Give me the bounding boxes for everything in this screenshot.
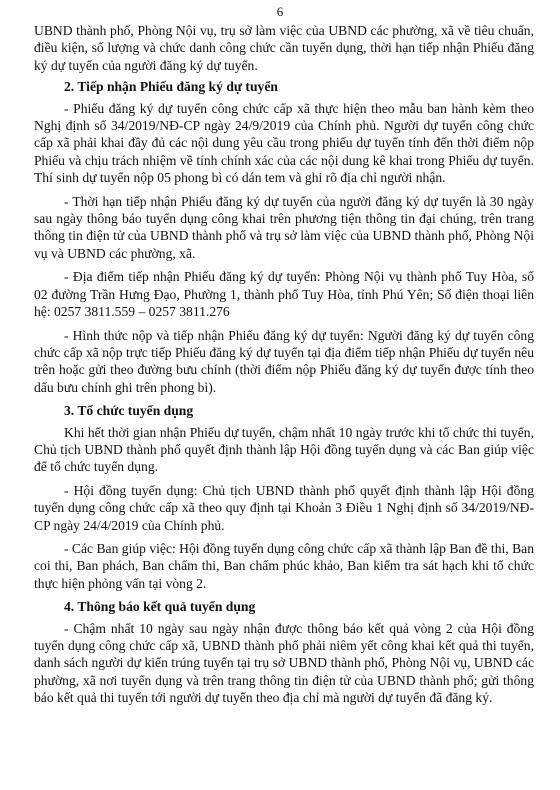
section-3-paragraph-1: Khi hết thời gian nhận Phiếu dự tuyển, chậm nhất 10 ngày trước khi tổ chức thi tuyển, Chủ tịch UBND thành phố quyết định thành lập Hội đồng tuyển dụng và các Ban giúp việc để tổ chức tuyển dụng. xyxy=(34,424,534,475)
section-2-paragraph-2: - Thời hạn tiếp nhận Phiếu đăng ký dự tuyển của người đăng ký dự tuyển là 30 ngày sau ngày thông báo tuyển dụng công khai trên phương tiện thông tin đại chúng, trên trang thông tin điện tử của UBND thành phố và trụ sở làm việc của UBND thành phố, Phòng Nội vụ và UBND các phường, xã. xyxy=(34,193,534,261)
section-3-heading: 3. Tổ chức tuyển dụng xyxy=(64,403,194,419)
section-2-paragraph-3: - Địa điểm tiếp nhận Phiếu đăng ký dự tuyển: Phòng Nội vụ thành phố Tuy Hòa, số 02 đường Trần Hưng Đạo, Phường 1, thành phố Tuy Hòa, tỉnh Phú Yên; Số điện thoại liên hệ: 0257 3811.559 – 0257 3811.276 xyxy=(34,269,534,320)
section-2-heading: 2. Tiếp nhận Phiếu đăng ký dự tuyển xyxy=(64,79,278,95)
section-2-paragraph-4: - Hình thức nộp và tiếp nhận Phiếu đăng ký dự tuyển: Người đăng ký dự tuyển công chức cấp xã nộp trực tiếp Phiếu đăng ký dự tuyển tại địa điểm tiếp nhận Phiếu dự tuyển nêu trên hoặc gửi theo đường bưu chính (thời điểm nộp Phiếu đăng ký dự tuyển được tính theo dấu bưu chính ghi trên phong bì). xyxy=(34,327,534,395)
section-3-paragraph-2: - Hội đồng tuyển dụng: Chủ tịch UBND thành phố quyết định thành lập Hội đồng tuyển dụng công chức cấp xã theo quy định tại Khoản 3 Điều 1 Nghị định số 34/2019/NĐ-CP ngày 24/4/2019 của Chính phủ. xyxy=(34,482,534,533)
page-number: 6 xyxy=(276,4,284,19)
intro-paragraph: UBND thành phố, Phòng Nội vụ, trụ sở làm việc của UBND các phường, xã về tiêu chuẩn, điều kiện, số lượng và chức danh công chức cần tuyển dụng, thời hạn tiếp nhận Phiếu đăng ký dự tuyển của người đăng ký dự tuyển. xyxy=(34,23,534,73)
section-4-heading: 4. Thông báo kết quả tuyển dụng xyxy=(64,599,256,615)
section-3-paragraph-3: - Các Ban giúp việc: Hội đồng tuyển dụng công chức cấp xã thành lập Ban đề thi, Ban coi thi, Ban phách, Ban chấm thi, Ban chấm phúc khảo, Ban kiểm tra sát hạch khi tổ chức thực hiện phỏng vấn tại vòng 2. xyxy=(34,540,534,591)
section-2-paragraph-1: - Phiếu đăng ký dự tuyển công chức cấp xã thực hiện theo mẫu ban hành kèm theo Nghị định số 34/2019/NĐ-CP ngày 24/9/2019 của Chính phủ. Người dự tuyển công chức cấp xã phải khai đầy đủ các nội dung yêu cầu trong phiếu dự tuyển tính đến thời điểm nộp Phiếu và chịu trách nhiệm về tính chính xác của các nội dung kê khai trong Phiếu dự tuyển. Thí sinh dự tuyển nộp 05 phong bì có dán tem và ghi rõ địa chỉ người nhận. xyxy=(34,100,534,186)
section-4-paragraph-1: - Chậm nhất 10 ngày sau ngày nhận được thông báo kết quả vòng 2 của Hội đồng tuyển dụng công chức cấp xã, UBND thành phố phải niêm yết công khai kết quả thi tuyển, danh sách người dự kiến trúng tuyển tại trụ sở UBND thành phố, Phòng Nội vụ, UBND các phường, xã nơi tuyển dụng và trên trang thông tin điện tử của UBND thành phố; gửi thông báo kết quả thi tuyển tới người dự tuyển theo địa chỉ mà người dự tuyển đã đăng ký. xyxy=(34,620,534,706)
document-body xyxy=(34,22,534,707)
